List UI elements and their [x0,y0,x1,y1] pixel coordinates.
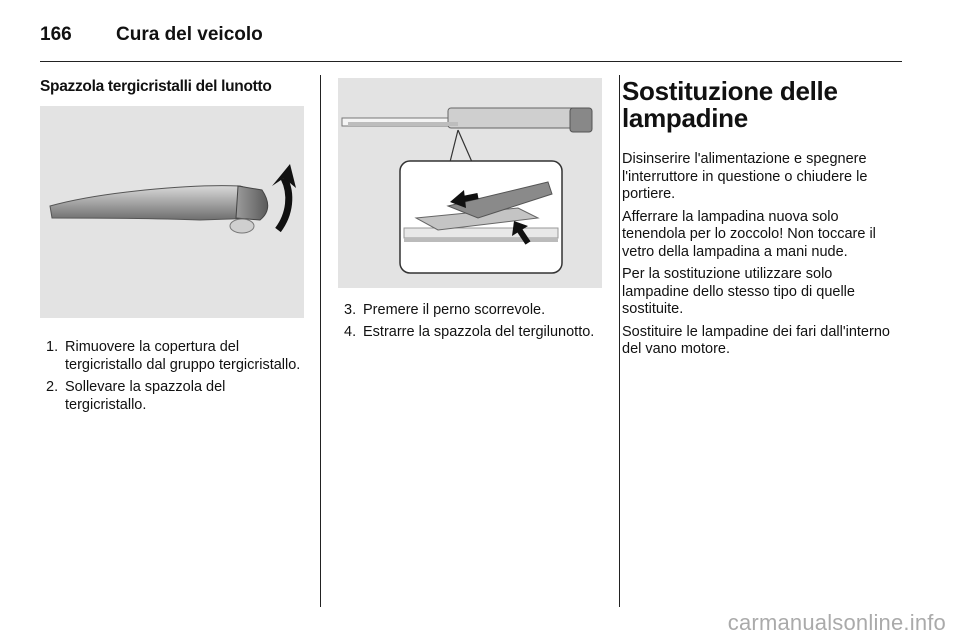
paragraph: Disinserire l'alimentazione e spegnere l'interruttore in questione o chiudere le portiere. [622,151,868,202]
steps-list-1 [40,338,304,414]
list-item: 1. Rimuovere la copertura del tergicristallo dal gruppo tergicristallo. [46,339,301,373]
watermark: carmanualsonline.info [727,610,946,635]
section-heading-bulb-replacement: Sostituzione delle lampadine [622,76,838,133]
column-1 [40,78,304,418]
list-item: 4. Estrarre la spazzola del tergilunotto. [344,324,595,340]
paragraph: Per la sostituzione utilizzare solo lampadine dello stesso tipo di quelle sostituite. [622,266,855,317]
column-divider-2 [619,75,620,607]
header-rule [40,61,902,62]
list-item: 3. Premere il perno scorrevole. [344,302,546,318]
column-divider-1 [320,75,321,607]
figure-wiper-arm-lift [40,106,304,318]
figure-wiper-blade-detail [338,78,602,288]
section-heading-rear-wiper: Spazzola tergicristalli del lunotto [40,78,272,95]
paragraph: Afferrare la lampadina nuova solo tenendola per lo zoccolo! Non toccare il vetro della lampadina a mani nude. [622,208,876,260]
page-number: 166 [40,24,72,45]
steps-list-2 [338,301,602,341]
rear-wiper-arm-lift-icon [40,106,304,318]
page-title: Cura del veicolo [116,24,263,45]
paragraph: Sostituire le lampadine dei fari dall'interno del vano motore. [622,323,890,357]
column-2 [338,78,602,345]
wiper-blade-slider-detail-icon [338,78,602,288]
column-3 [622,78,902,364]
page-header [40,20,263,50]
list-item: 2. Sollevare la spazzola del tergicristallo. [46,379,226,413]
